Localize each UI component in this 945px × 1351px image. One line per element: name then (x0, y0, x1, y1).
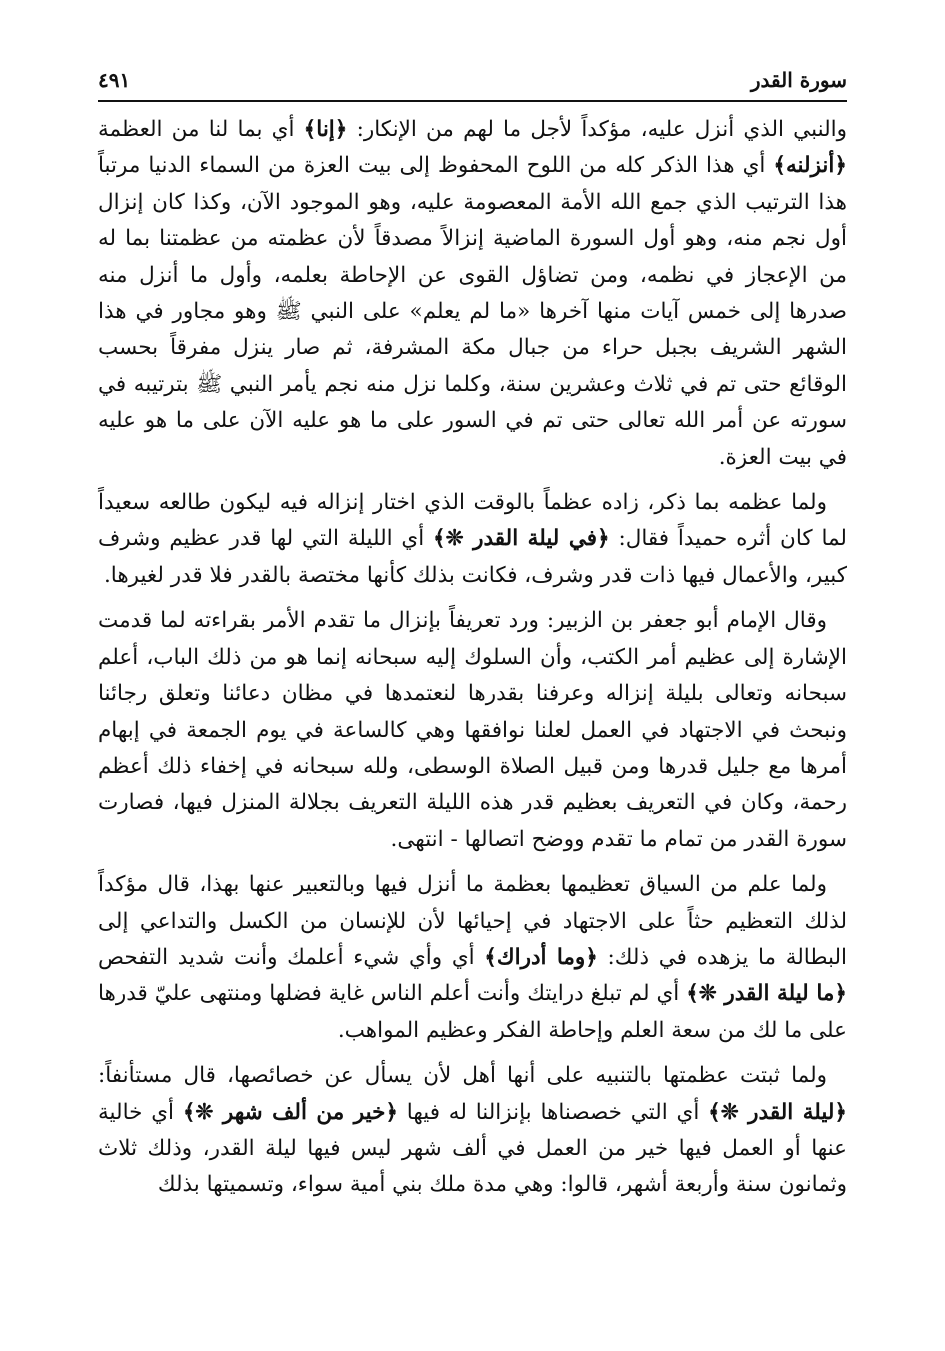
paragraph (98, 1058, 847, 1204)
page-header (98, 66, 847, 102)
paragraph-text: أي وأي شيء أعلمك وأنت شديد التفحص (98, 944, 485, 970)
quran-quote: ﴿في ليلة القدر ❊﴾ (433, 526, 610, 552)
paragraph-text: أي خالية عنها أو العمل فيها خير من العمل في ألف شهر ليس فيها ليلة القدر، وذلك ثلاث وثمانون سنة وأربعة أشهر، قالوا: وهي مدة ملك بني أمية سواء، وتسميتها بذلك (98, 1099, 847, 1198)
quran-quote: ﴿أنزلنه﴾ (773, 153, 847, 179)
paragraph (98, 112, 847, 476)
quran-quote: ﴿وما أدراك﴾ (484, 944, 598, 970)
surah-title: سورة القدر (750, 68, 847, 92)
page-number: ٤٩١ (98, 68, 131, 92)
quran-quote: ﴿إنا﴾ (303, 117, 348, 142)
paragraph-text: ولما علم من السياق تعظيمها بعظمة ما أنزل فيها وبالتعبير عنها بهذا، قال مؤكداً لذلك التعظيم حثاً على الاجتهاد في إحيائها لأن للإنسان من الكسل والتداعي إلى البطالة ما يزهده في ذلك: (98, 872, 847, 970)
quran-quote: ﴿خير من ألف شهر ❊﴾ (182, 1099, 398, 1125)
paragraph-text: ولما ثبتت عظمتها بالتنبيه على أنها أهل لأن يسأل عن خصائصها، قال مستأنفاً: (98, 1063, 827, 1089)
paragraph (98, 485, 847, 594)
paragraph-text: أي الليلة التي لها قدر عظيم وشرف كبير، والأعمال فيها ذات قدر وشرف، فكانت بذلك كأنها مختصة بالقدر فلا قدر لغيرها. (98, 526, 847, 588)
paragraph-text: ولما عظمه بما ذكر، زاده عظماً بالوقت الذي اختار إنزاله فيه ليكون طالعه سعيداً لما كان أثره حميداً فقال: (98, 490, 847, 552)
paragraph (98, 603, 847, 858)
paragraph-text: والنبي الذي أنزل عليه، مؤكداً لأجل ما لهم من الإنكار: (347, 117, 847, 142)
paragraph-text: وقال الإمام أبو جعفر بن الزبير: ورد تعريفاً بإنزال ما تقدم الأمر بقراءته لما قدمت الإشارة إلى عظيم أمر الكتب، وأن السلوك إليه سبحانه إنما هو من ذلك الباب، أعلم سبحانه وتعالى بليلة إنزاله وعرفنا بقدرها لنعتمدها في مظان دعائنا وتعلق رجائنا ونبحث في الاجتهاد في العمل لعلنا نوافقها وهي كالساعة في يوم الجمعة في إبهام أمرها مع جليل قدرها ومن قبيل الصلاة الوسطى، ولله سبحانه في إخفاء ذلك أعظم رحمة، وكان في التعريف بعظيم قدر هذه الليلة التعريف بجلالة المنزل فيها، فصارت سورة القدر من تمام ما تقدم ووضح اتصالها - انتهى. (98, 608, 847, 852)
paragraph-text: أي لم تبلغ درايتك وأنت أعلم الناس غاية فضلها ومنتهى عليّ قدرها على ما لك من سعة العلم وإحاطة الفكر وعظيم المواهب. (98, 981, 847, 1043)
paragraph (98, 867, 847, 1049)
paragraph-text: أي بما لنا من العظمة (98, 117, 304, 142)
paragraph-text: أي هذا الذكر كله من اللوح المحفوظ إلى بيت العزة من السماء الدنيا مرتباً هذا الترتيب الذي جمع الله الأمة المعصومة عليه، وهو الموجود الآن، وكذا كان إنزال أول نجم منه، وهو أول السورة الماضية إنزالاً مصدقاً لأن عظمته من عظمتنا بما له من الإعجاز في نظمه، ومن تضاؤل القوى عن الإحاطة بعلمه، وأول ما أنزل منه صدرها إلى خمس آيات منها آخرها «ما لم يعلم» على النبي ﷺ وهو مجاور في هذا الشهر الشريف بجبل حراء من جبال مكة المشرفة، ثم صار ينزل مفرقاً بحسب الوقائع حتى تم في ثلاث وعشرين سنة، وكلما نزل منه نجم يأمر النبي ﷺ بترتيبه في سورته عن أمر الله تعالى حتى تم في السور على ما هو عليه الآن على ما هو عليه في بيت العزة. (98, 153, 847, 470)
quran-quote: ﴿ما ليلة القدر ❊﴾ (686, 981, 847, 1007)
body-text (98, 112, 847, 1213)
paragraph-text: أي التي خصصناها بإنزالنا له فيها (397, 1099, 709, 1125)
quran-quote: ﴿ليلة القدر ❊﴾ (708, 1099, 847, 1125)
